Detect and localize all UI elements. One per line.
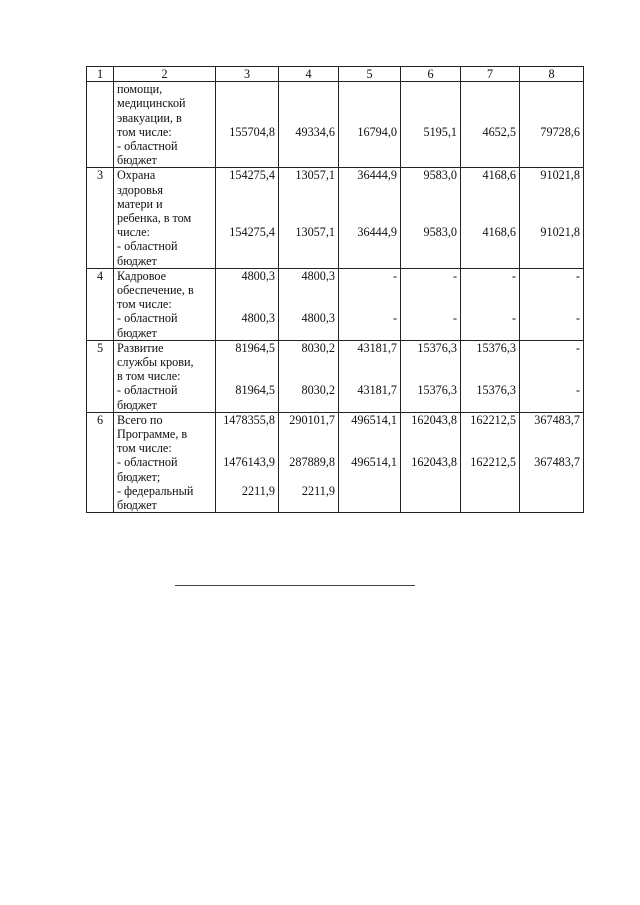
value-line xyxy=(523,369,580,383)
value-line: 162212,5 xyxy=(470,455,516,470)
value-line xyxy=(342,283,397,297)
value-line: 91021,8 xyxy=(540,168,580,183)
row-title-line: бюджет xyxy=(117,253,157,268)
value-line: 4652,5 xyxy=(482,124,516,139)
row-title-line: - областной xyxy=(117,239,178,254)
value-line: 287889,8 xyxy=(289,455,335,470)
value-line xyxy=(404,183,457,197)
row-title-line: ребенка, в том xyxy=(117,211,192,226)
value-line: 43181,7 xyxy=(357,383,397,398)
value-line xyxy=(464,183,516,197)
value-line xyxy=(523,441,580,455)
row-title-line: - областной xyxy=(117,311,178,326)
row-title-line: здоровья xyxy=(117,182,163,197)
value-line xyxy=(219,369,275,383)
value-line xyxy=(342,427,397,441)
row-title-line: бюджет; xyxy=(117,469,161,484)
value-line xyxy=(282,427,335,441)
value-line xyxy=(219,197,275,211)
col-header: 1 xyxy=(87,67,114,82)
row-title-line: Программе, в xyxy=(117,427,188,442)
value-line xyxy=(282,82,335,96)
value-line xyxy=(523,183,580,197)
value-line xyxy=(523,283,580,297)
value-line xyxy=(342,211,397,225)
value-line: 1476143,9 xyxy=(223,455,275,470)
value-line xyxy=(219,297,275,311)
value-line xyxy=(404,211,457,225)
value-cell xyxy=(216,268,279,340)
value-cell xyxy=(461,168,520,268)
row-number: 4 xyxy=(87,268,114,340)
value-line xyxy=(342,355,397,369)
col-header: 4 xyxy=(279,67,339,82)
value-cell xyxy=(279,82,339,168)
row-number: 5 xyxy=(87,340,114,412)
col-header: 2 xyxy=(114,67,216,82)
value-line xyxy=(464,355,516,369)
table-row xyxy=(87,412,584,512)
value-line: - xyxy=(575,383,580,398)
row-title-line: бюджет xyxy=(117,397,157,412)
value-line xyxy=(282,96,335,110)
value-line xyxy=(464,297,516,311)
value-line xyxy=(282,441,335,455)
value-line: 4800,3 xyxy=(241,268,275,283)
value-line: 496514,1 xyxy=(351,455,397,470)
row-title-line: бюджет xyxy=(117,153,157,168)
value-line xyxy=(523,197,580,211)
value-cell xyxy=(279,412,339,512)
value-line xyxy=(219,96,275,110)
value-line xyxy=(282,470,335,484)
value-line xyxy=(219,355,275,369)
value-line: 496514,1 xyxy=(351,412,397,427)
value-line: - xyxy=(392,311,397,326)
row-title xyxy=(114,340,216,412)
value-line: 49334,6 xyxy=(295,124,335,139)
value-line: - xyxy=(575,268,580,283)
value-cell xyxy=(520,82,584,168)
value-line: 79728,6 xyxy=(540,124,580,139)
value-line: - xyxy=(575,340,580,355)
row-title-line: медицинской xyxy=(117,96,186,111)
value-line: 4800,3 xyxy=(241,311,275,326)
value-line xyxy=(219,427,275,441)
value-cell xyxy=(339,340,401,412)
row-number xyxy=(87,82,114,168)
value-line xyxy=(342,82,397,96)
value-line: 4800,3 xyxy=(301,311,335,326)
table-row xyxy=(87,82,584,168)
value-line xyxy=(404,111,457,125)
value-cell xyxy=(279,268,339,340)
value-line xyxy=(404,369,457,383)
value-line xyxy=(464,96,516,110)
value-line: 43181,7 xyxy=(357,340,397,355)
value-line xyxy=(464,427,516,441)
value-line xyxy=(404,283,457,297)
value-line: 13057,1 xyxy=(295,225,335,240)
value-line: 91021,8 xyxy=(540,225,580,240)
value-line: 15376,3 xyxy=(476,340,516,355)
value-line: 367483,7 xyxy=(534,455,580,470)
row-title-line: том числе: xyxy=(117,297,172,312)
value-line xyxy=(219,283,275,297)
value-line: - xyxy=(392,268,397,283)
row-title xyxy=(114,268,216,340)
value-cell xyxy=(216,412,279,512)
row-title-line: том числе: xyxy=(117,441,172,456)
value-line: 8030,2 xyxy=(301,383,335,398)
value-line: 4168,6 xyxy=(482,168,516,183)
budget-table xyxy=(86,66,584,513)
row-title-line: в том числе: xyxy=(117,369,181,384)
value-line xyxy=(219,441,275,455)
value-line xyxy=(342,197,397,211)
value-line xyxy=(282,111,335,125)
row-title xyxy=(114,412,216,512)
value-cell xyxy=(401,168,461,268)
value-line: 36444,9 xyxy=(357,168,397,183)
value-line: 81964,5 xyxy=(235,340,275,355)
value-line xyxy=(464,211,516,225)
row-title-line: помощи, xyxy=(117,82,163,97)
value-line xyxy=(342,441,397,455)
row-title-line: бюджет xyxy=(117,325,157,340)
value-line xyxy=(464,111,516,125)
value-cell xyxy=(520,412,584,512)
value-cell xyxy=(401,268,461,340)
value-line: 155704,8 xyxy=(229,124,275,139)
value-cell xyxy=(339,268,401,340)
value-line xyxy=(219,183,275,197)
value-line: 162043,8 xyxy=(411,412,457,427)
value-line: 5195,1 xyxy=(423,124,457,139)
value-line xyxy=(404,297,457,311)
value-line: - xyxy=(511,311,516,326)
value-line xyxy=(523,211,580,225)
row-title-line: - федеральный xyxy=(117,483,194,498)
value-cell xyxy=(279,168,339,268)
value-line: 154275,4 xyxy=(229,225,275,240)
value-line xyxy=(464,441,516,455)
value-line xyxy=(342,111,397,125)
value-line: - xyxy=(575,311,580,326)
value-line: 2211,9 xyxy=(301,483,335,498)
row-title-line: матери и xyxy=(117,196,163,211)
value-line: 9583,0 xyxy=(423,168,457,183)
value-line: 15376,3 xyxy=(417,340,457,355)
value-line: - xyxy=(511,268,516,283)
value-line xyxy=(523,111,580,125)
value-line xyxy=(523,427,580,441)
value-line xyxy=(404,96,457,110)
value-line xyxy=(464,82,516,96)
value-line xyxy=(219,211,275,225)
value-cell xyxy=(401,412,461,512)
value-cell xyxy=(339,412,401,512)
value-cell xyxy=(216,340,279,412)
row-title-line: числе: xyxy=(117,225,150,240)
value-line: 154275,4 xyxy=(229,168,275,183)
value-line: 4168,6 xyxy=(482,225,516,240)
value-line xyxy=(219,470,275,484)
value-line xyxy=(523,355,580,369)
value-line xyxy=(464,283,516,297)
table-row xyxy=(87,340,584,412)
value-cell xyxy=(461,340,520,412)
value-cell xyxy=(216,168,279,268)
value-line: 81964,5 xyxy=(235,383,275,398)
row-title xyxy=(114,82,216,168)
row-title-line: - областной xyxy=(117,383,178,398)
row-title-line: эвакуации, в xyxy=(117,110,182,125)
table-row xyxy=(87,168,584,268)
value-cell xyxy=(401,82,461,168)
row-title-line: обеспечение, в xyxy=(117,283,194,298)
row-title-line: - областной xyxy=(117,455,178,470)
row-title-line: том числе: xyxy=(117,124,172,139)
value-line: 162212,5 xyxy=(470,412,516,427)
row-title-line: - областной xyxy=(117,139,178,154)
value-cell xyxy=(339,82,401,168)
value-cell xyxy=(520,168,584,268)
header-row xyxy=(87,67,584,82)
col-header: 5 xyxy=(339,67,401,82)
value-line xyxy=(282,283,335,297)
value-cell xyxy=(520,268,584,340)
value-line xyxy=(342,369,397,383)
row-title xyxy=(114,168,216,268)
value-cell xyxy=(216,82,279,168)
value-line: 1478355,8 xyxy=(223,412,275,427)
value-line xyxy=(219,111,275,125)
row-title-line: Развитие xyxy=(117,340,164,355)
value-line xyxy=(404,441,457,455)
value-line: 13057,1 xyxy=(295,168,335,183)
value-line: 2211,9 xyxy=(241,483,275,498)
value-cell xyxy=(520,340,584,412)
value-line: 290101,7 xyxy=(289,412,335,427)
value-line: 15376,3 xyxy=(476,383,516,398)
value-line xyxy=(282,369,335,383)
col-header: 8 xyxy=(520,67,584,82)
value-cell xyxy=(339,168,401,268)
value-line: 4800,3 xyxy=(301,268,335,283)
col-header: 3 xyxy=(216,67,279,82)
value-line: - xyxy=(452,268,457,283)
value-line: - xyxy=(452,311,457,326)
value-line xyxy=(404,82,457,96)
col-header: 7 xyxy=(461,67,520,82)
value-cell xyxy=(279,340,339,412)
value-cell xyxy=(461,412,520,512)
row-number: 6 xyxy=(87,412,114,512)
value-line xyxy=(342,183,397,197)
row-number: 3 xyxy=(87,168,114,268)
col-header: 6 xyxy=(401,67,461,82)
value-line xyxy=(523,82,580,96)
value-line xyxy=(282,355,335,369)
value-line: 367483,7 xyxy=(534,412,580,427)
row-title-line: Охрана xyxy=(117,168,156,183)
value-cell xyxy=(461,268,520,340)
row-title-line: бюджет xyxy=(117,498,157,513)
value-line xyxy=(342,297,397,311)
value-line: 36444,9 xyxy=(357,225,397,240)
value-line xyxy=(523,96,580,110)
separator-line xyxy=(175,585,415,586)
value-line xyxy=(282,183,335,197)
value-line: 15376,3 xyxy=(417,383,457,398)
value-cell xyxy=(401,340,461,412)
value-line: 8030,2 xyxy=(301,340,335,355)
value-line xyxy=(282,197,335,211)
value-line xyxy=(404,355,457,369)
value-line: 16794,0 xyxy=(357,124,397,139)
row-title-line: Всего по xyxy=(117,412,163,427)
value-line xyxy=(219,82,275,96)
value-line xyxy=(404,197,457,211)
table-row xyxy=(87,268,584,340)
row-title-line: службы крови, xyxy=(117,355,194,370)
row-title-line: Кадровое xyxy=(117,268,167,283)
value-line xyxy=(404,427,457,441)
value-line xyxy=(464,369,516,383)
value-cell xyxy=(461,82,520,168)
value-line xyxy=(282,211,335,225)
value-line: 162043,8 xyxy=(411,455,457,470)
value-line xyxy=(282,297,335,311)
value-line xyxy=(464,197,516,211)
value-line xyxy=(342,96,397,110)
value-line xyxy=(523,297,580,311)
value-line: 9583,0 xyxy=(423,225,457,240)
